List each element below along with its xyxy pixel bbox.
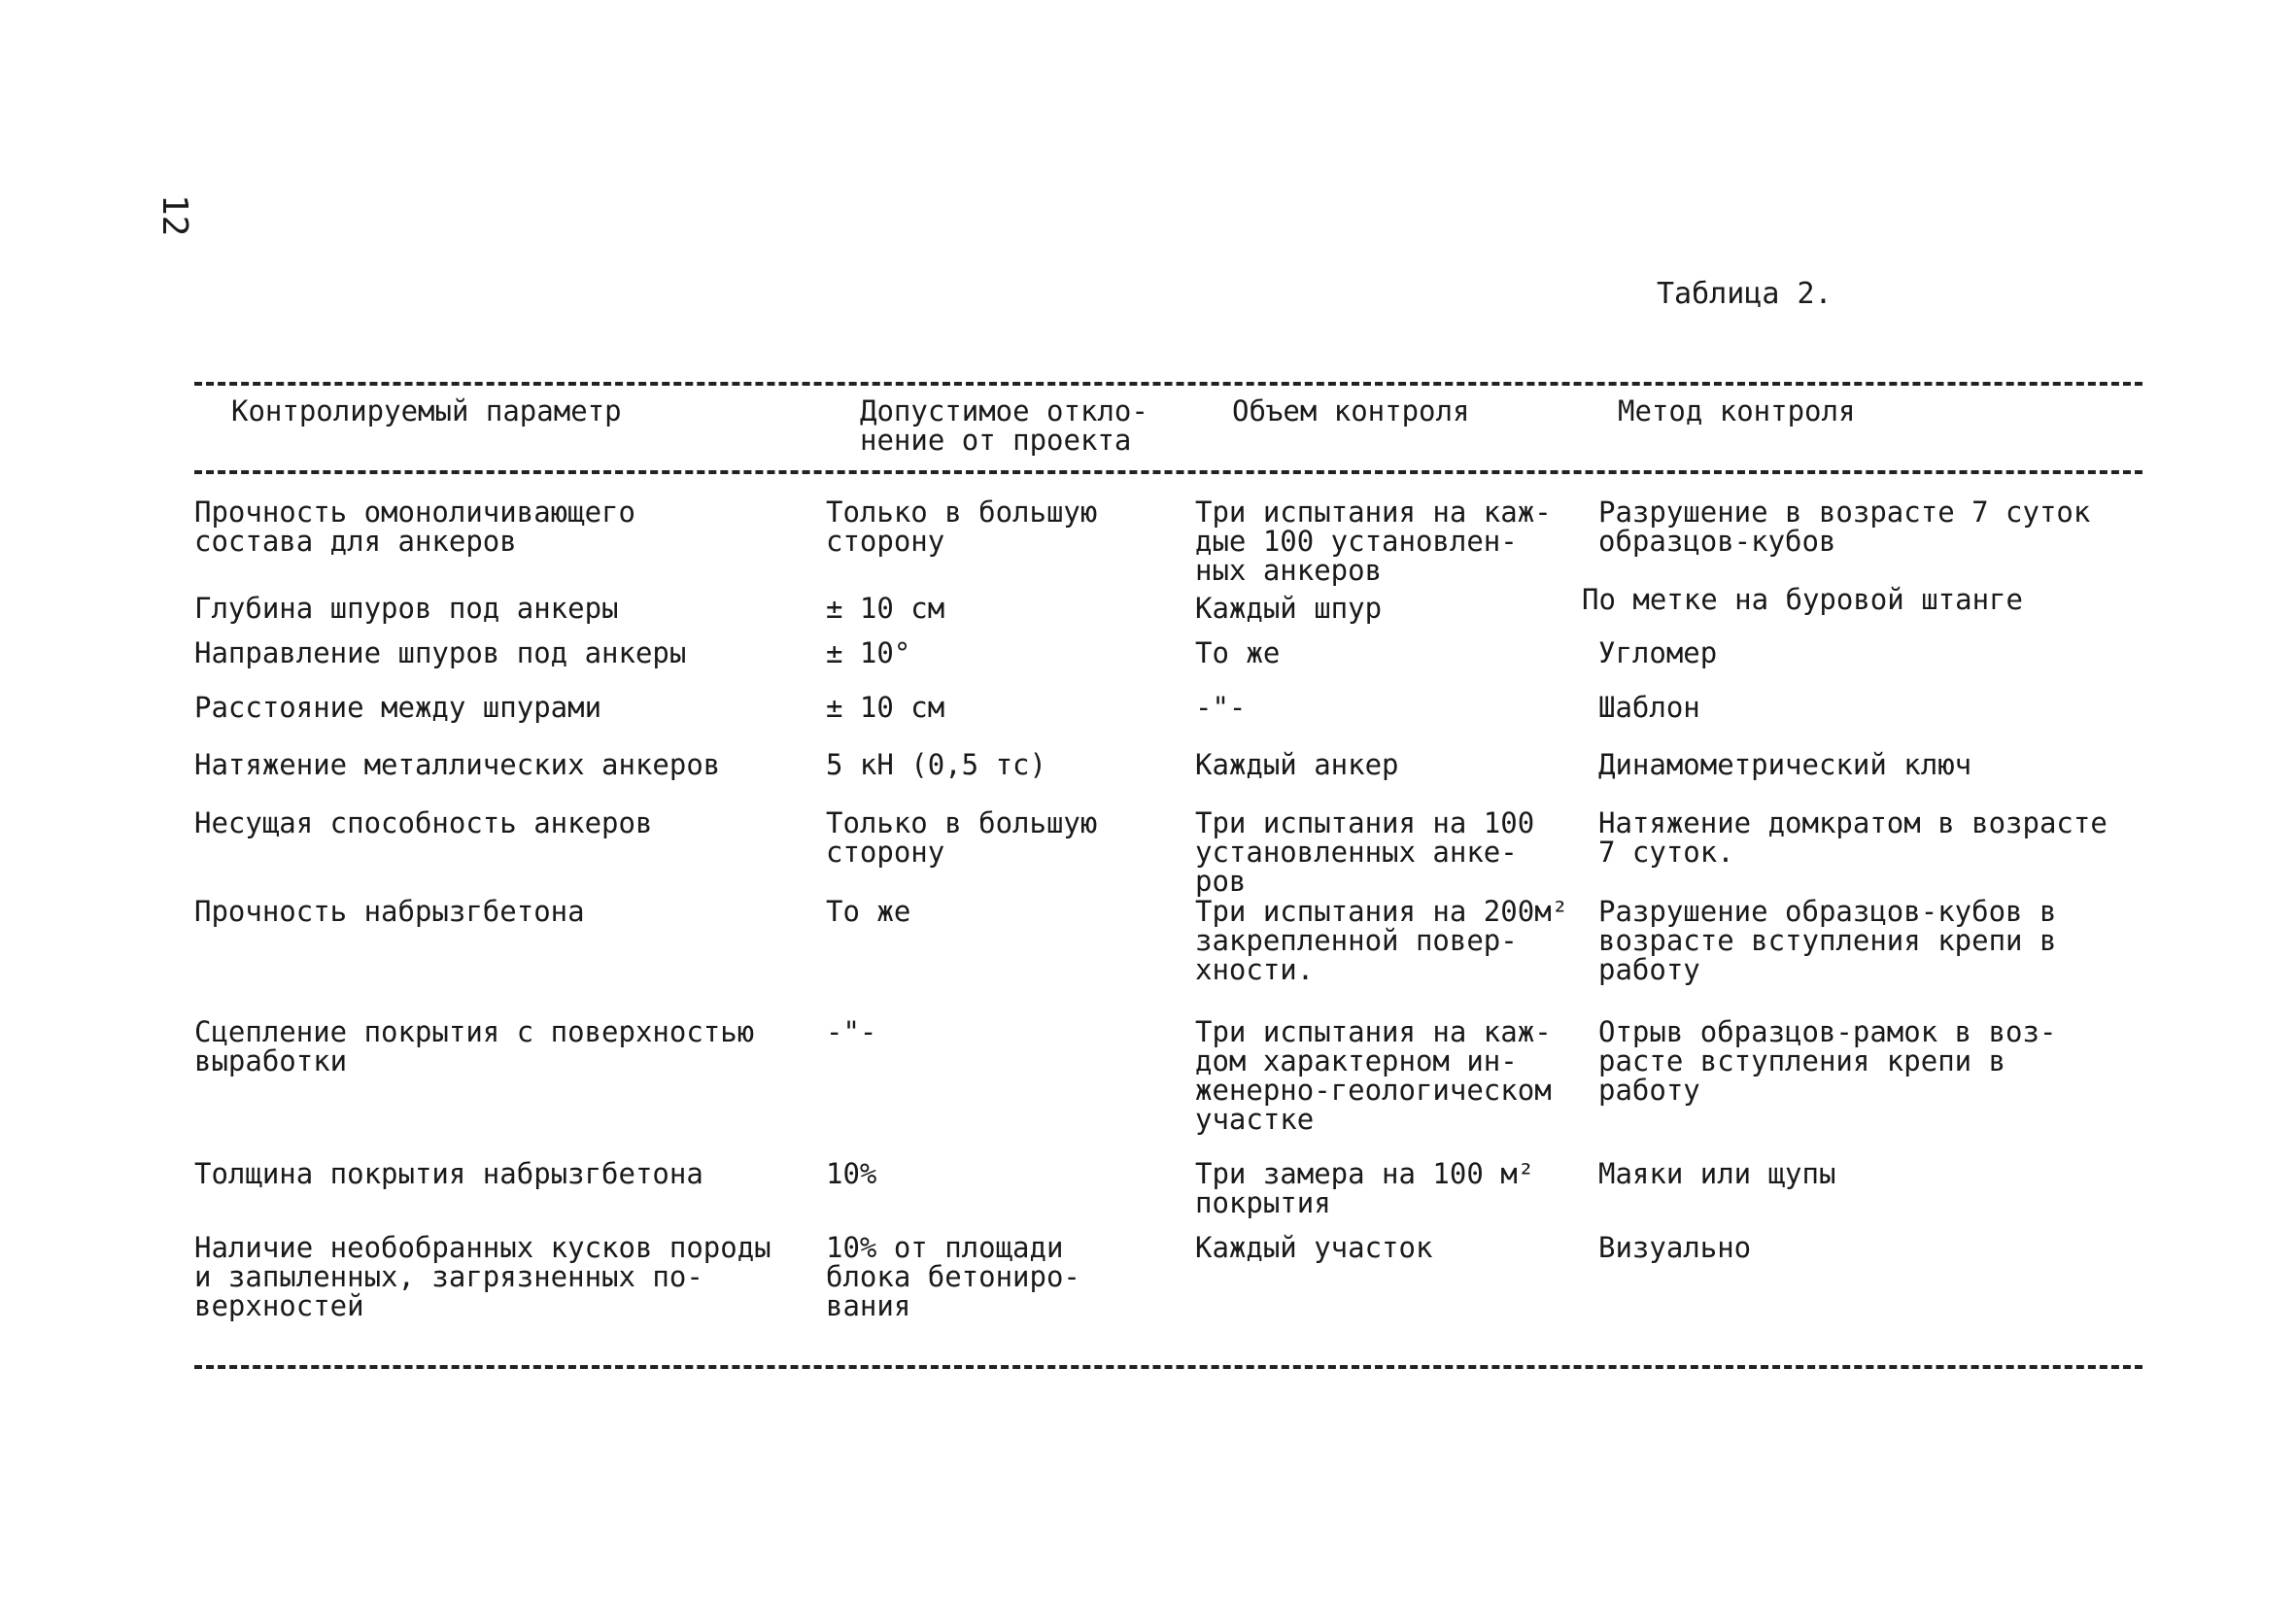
- cell-method: Натяжение домкратом в возрасте 7 суток.: [1598, 806, 2108, 869]
- table-caption: Таблица 2.: [1657, 277, 1833, 311]
- table-header-rule: [194, 470, 2142, 474]
- header-method: Метод контроля: [1618, 394, 1856, 427]
- cell-param: Прочность омоноличивающего состава для анкеров: [194, 496, 635, 558]
- table-top-rule: [194, 382, 2142, 386]
- header-volume: Объем контроля: [1232, 394, 1470, 427]
- cell-param: Расстояние между шпурами: [194, 691, 602, 724]
- cell-volume: Каждый анкер: [1195, 748, 1399, 781]
- cell-method: Шаблон: [1598, 691, 1700, 724]
- cell-volume: Три испытания на 100 установленных анке- ров: [1195, 806, 1535, 898]
- cell-deviation: ± 10 см: [826, 592, 945, 625]
- cell-method: Отрыв образцов-рамок в воз- расте вступления крепи в работу: [1598, 1015, 2057, 1107]
- cell-param: Направление шпуров под анкеры: [194, 636, 687, 669]
- cell-param: Наличие необобранных кусков породы и запыленных, загрязненных по- верхностей: [194, 1231, 771, 1322]
- cell-volume: Каждый участок: [1195, 1231, 1433, 1264]
- cell-deviation: ± 10°: [826, 636, 911, 669]
- header-param: Контролируемый параметр: [231, 394, 622, 427]
- cell-deviation: ± 10 см: [826, 691, 945, 724]
- cell-deviation: 10%: [826, 1157, 877, 1190]
- cell-deviation: 10% от площади блока бетониро- вания: [826, 1231, 1080, 1322]
- cell-param: Толщина покрытия набрызгбетона: [194, 1157, 703, 1190]
- cell-method: Визуально: [1598, 1231, 1752, 1264]
- cell-param: Прочность набрызгбетона: [194, 895, 585, 928]
- cell-deviation: Только в большую сторону: [826, 806, 1098, 869]
- cell-deviation: То же: [826, 895, 911, 928]
- header-deviation: Допустимое откло- нение от проекта: [860, 394, 1148, 457]
- cell-volume: Три испытания на каж- дые 100 установлен- ных анкеров: [1195, 496, 1552, 587]
- page-number: 12: [154, 194, 194, 237]
- cell-param: Несущая способность анкеров: [194, 806, 653, 839]
- cell-method: Угломер: [1598, 636, 1718, 669]
- cell-volume: -"-: [1195, 691, 1247, 724]
- cell-method: Маяки или щупы: [1598, 1157, 1836, 1190]
- cell-volume: То же: [1195, 636, 1281, 669]
- cell-volume: Каждый шпур: [1195, 592, 1383, 625]
- cell-method: Динамометрический ключ: [1598, 748, 1972, 781]
- cell-volume: Три испытания на каж- дом характерном ин- женерно-геологическом участке: [1195, 1015, 1552, 1136]
- cell-volume: Три испытания на 200м² закрепленной повер- хности.: [1195, 895, 1569, 986]
- cell-param: Сцепление покрытия с поверхностью выработки: [194, 1015, 755, 1077]
- cell-deviation: Только в большую сторону: [826, 496, 1098, 558]
- cell-deviation: -"-: [826, 1015, 877, 1048]
- cell-volume: Три замера на 100 м² покрытия: [1195, 1157, 1535, 1219]
- cell-method: Разрушение в возрасте 7 суток образцов-кубов: [1598, 496, 2091, 558]
- cell-deviation: 5 кН (0,5 тс): [826, 748, 1046, 781]
- cell-param: Натяжение металлических анкеров: [194, 748, 721, 781]
- cell-method: Разрушение образцов-кубов в возрасте вступления крепи в работу: [1598, 895, 2057, 986]
- cell-param: Глубина шпуров под анкеры: [194, 592, 619, 625]
- table-bottom-rule: [194, 1365, 2142, 1369]
- cell-method: По метке на буровой штанге: [1582, 583, 2023, 616]
